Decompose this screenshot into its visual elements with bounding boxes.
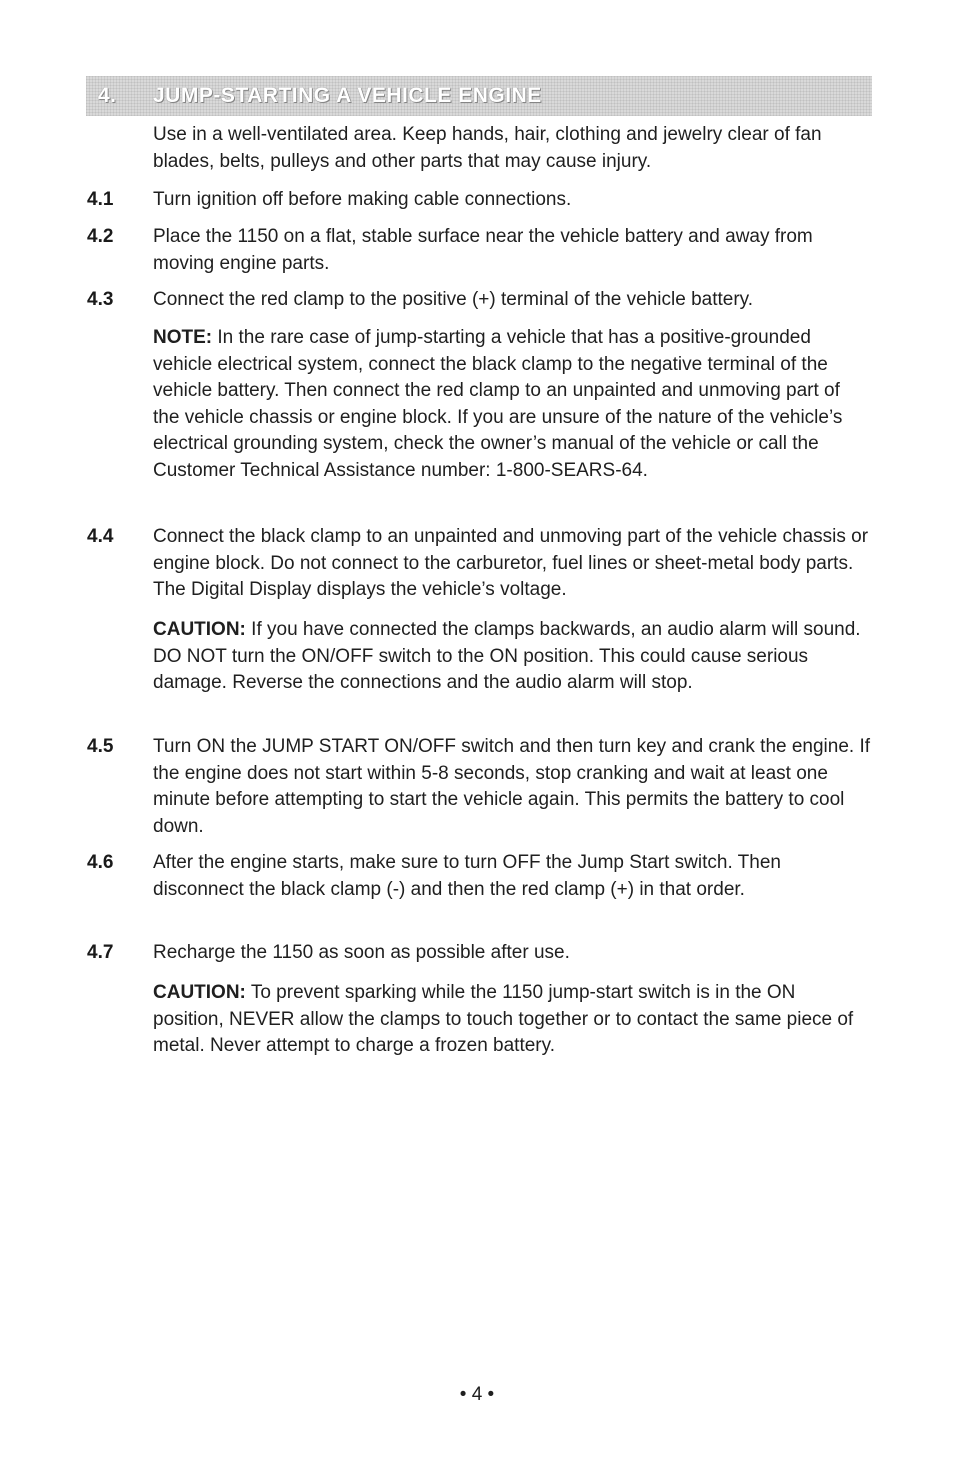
note-text: In the rare case of jump-starting a vehicle that has a positive-grounded vehicle electrical system, connect the black clamp to the negative terminal of the vehicle battery. Then connect the red clamp to an unpainted and unmoving part of the vehicle chassis or engine block. If you are unsure of the nature of the vehicle’s electrical grounding system, check the owner’s manual of the vehicle or call the Customer Technical Assistance number: 1-800-SEARS-64.	[153, 327, 843, 481]
step-text-4-2: Place the 1150 on a flat, stable surface near the vehicle battery and away from moving engine parts.	[153, 226, 813, 274]
section-number: 4.	[98, 84, 117, 107]
caution-text: If you have connected the clamps backwards, an audio alarm will sound. DO NOT turn the ON/OFF switch to the ON position. This could cause serious damage. Reverse the connections and the audio alarm will stop.	[153, 619, 861, 693]
step-text-4-3: Connect the red clamp to the positive (+) terminal of the vehicle battery.	[153, 289, 754, 310]
intro-paragraph: Use in a well-ventilated area. Keep hands, hair, clothing and jewelry clear of fan blades, belts, pulleys and other parts that may cause injury.	[153, 124, 822, 172]
step-number-4-7: 4.7	[87, 942, 114, 963]
section-header-bar	[86, 76, 872, 116]
note-label: NOTE:	[153, 327, 213, 348]
caution-text: To prevent sparking while the 1150 jump-start switch is in the ON position, NEVER allow the clamps to touch together or to contact the same piece of metal. Never attempt to charge a frozen battery.	[153, 982, 854, 1056]
caution-reverse-polarity	[153, 617, 873, 697]
step-text-4-6: After the engine starts, make sure to turn OFF the Jump Start switch. Then disconnect the black clamp (-) and then the red clamp (+) in that order.	[153, 852, 781, 900]
step-text-4-7: Recharge the 1150 as soon as possible after use.	[153, 942, 570, 963]
caution-label: CAUTION:	[153, 982, 246, 1003]
step-number-4-6: 4.6	[87, 852, 114, 873]
section-title: JUMP-STARTING A VEHICLE ENGINE	[153, 84, 542, 107]
step-text-4-1: Turn ignition off before making cable connections.	[153, 189, 572, 210]
step-number-4-5: 4.5	[87, 736, 114, 757]
caution-sparking	[153, 980, 863, 1060]
caution-label: CAUTION:	[153, 619, 246, 640]
step-number-4-2: 4.2	[87, 226, 114, 247]
note-positive-ground	[153, 325, 853, 484]
page-number: • 4 •	[459, 1384, 495, 1405]
step-number-4-4: 4.4	[87, 526, 114, 547]
step-number-4-1: 4.1	[87, 189, 114, 210]
step-text-4-5: Turn ON the JUMP START ON/OFF switch and then turn key and crank the engine. If the engine does not start within 5-8 seconds, stop cranking and wait at least one minute before attempting to start the vehicle again. This permits the battery to cool down.	[153, 736, 871, 837]
step-number-4-3: 4.3	[87, 289, 114, 310]
step-text-4-4: Connect the black clamp to an unpainted and unmoving part of the vehicle chassis or engine block. Do not connect to the carburetor, fuel lines or sheet-metal body parts. The Digital Display displays the vehicle’s voltage.	[153, 526, 869, 600]
